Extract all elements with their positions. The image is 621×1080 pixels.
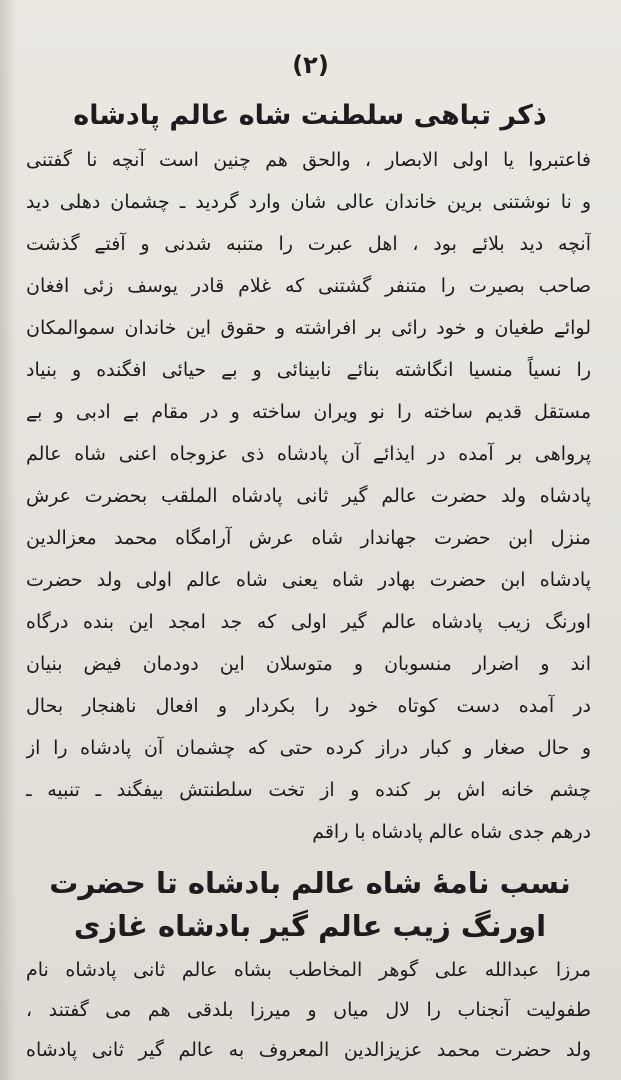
- paragraph-line: منزل ابن حضرت جهاندار شاه عرش آرامگاه محمد معزالدین: [26, 527, 591, 549]
- paragraph-line: پادشاه ولد حضرت عالم گیر ثانی پادشاه الملقب بحضرت عرش: [26, 485, 591, 507]
- section-heading: ذکر تباهی سلطنت شاه عالم پادشاه: [73, 100, 547, 131]
- paragraph-line: لوائے طغیان و خود رائی بر افراشته و حقوق این خاندان سموالمکان: [26, 317, 591, 339]
- page-number: (۲): [292, 51, 329, 79]
- paragraph-line: طفولیت آنجناب را لال میاں و میرزا بلدقی هم می گفتند ،: [26, 999, 591, 1021]
- paragraph-line: چشم خانه اش بر کنده و از تخت سلطنتش بیفگند ـ تنبیه ـ: [26, 779, 591, 801]
- genealogy-heading-line-1: نسب نامهٔ شاه عالم بادشاه تا حضرت: [49, 866, 571, 900]
- paragraph-line: ولد حضرت محمد عزیزالدین المعروف به عالم گیر ثانی پادشاه: [26, 1039, 591, 1061]
- paragraph-line: و نا نوشتنی برین خاندان عالی شان وارد گردید ـ چشمان دهلی دید: [26, 191, 591, 213]
- paragraph-line-last: درهم جدی شاه عالم پادشاه با راقم: [312, 821, 591, 843]
- paragraph-line: و حال صغار و کبار دراز کرده حتی که چشمان آن پادشاه را از: [26, 737, 591, 759]
- paragraph-line: در آمده دست کوتاه خود را بکردار و افعال ناهنجار بحال: [26, 695, 591, 717]
- paragraph-line: را نسیاً منسیا انگاشته بنائے نابینائی و بے حیائی افگنده و بنیاد: [26, 359, 591, 381]
- paragraph-line: پرواهی بر آمده در ایذائے آن پادشاه ذی عزوجاه اعنی شاه عالم: [26, 443, 591, 465]
- paragraph-line: صاحب بصیرت را متنفر گشتنی که غلام قادر یوسف زئی افغان: [26, 275, 591, 297]
- paragraph-line: اند و اضرار منسوبان و متوسلان این دودمان فیض بنیان: [26, 653, 591, 675]
- paragraph-line: فاعتبروا یا اولی الابصار ، والحق هم چنین است آنچه نا گفتنی: [26, 149, 591, 171]
- genealogy-heading-line-2: اورنگ زیب عالم گیر بادشاه غازی: [73, 909, 547, 943]
- paragraph-line: آنچه دید بلائے بود ، اهل عبرت را متنبه شدنی و آفتے گذشت: [26, 233, 591, 255]
- paragraph-line: مرزا عبدالله علی گوهر المخاطب بشاه عالم ثانی پادشاه نام: [26, 959, 591, 981]
- paragraph-line: پادشاه ابن حضرت بهادر شاه یعنی شاه عالم اولی ولد حضرت: [26, 569, 591, 591]
- paragraph-line: مستقل قدیم ساخته را نو ویران ساخته و در مقام بے ادبی و بے: [26, 401, 591, 423]
- paragraph-line: اورنگ زیب پادشاه عالم گیر اولی که جد امجد این بنده درگاه: [26, 611, 591, 633]
